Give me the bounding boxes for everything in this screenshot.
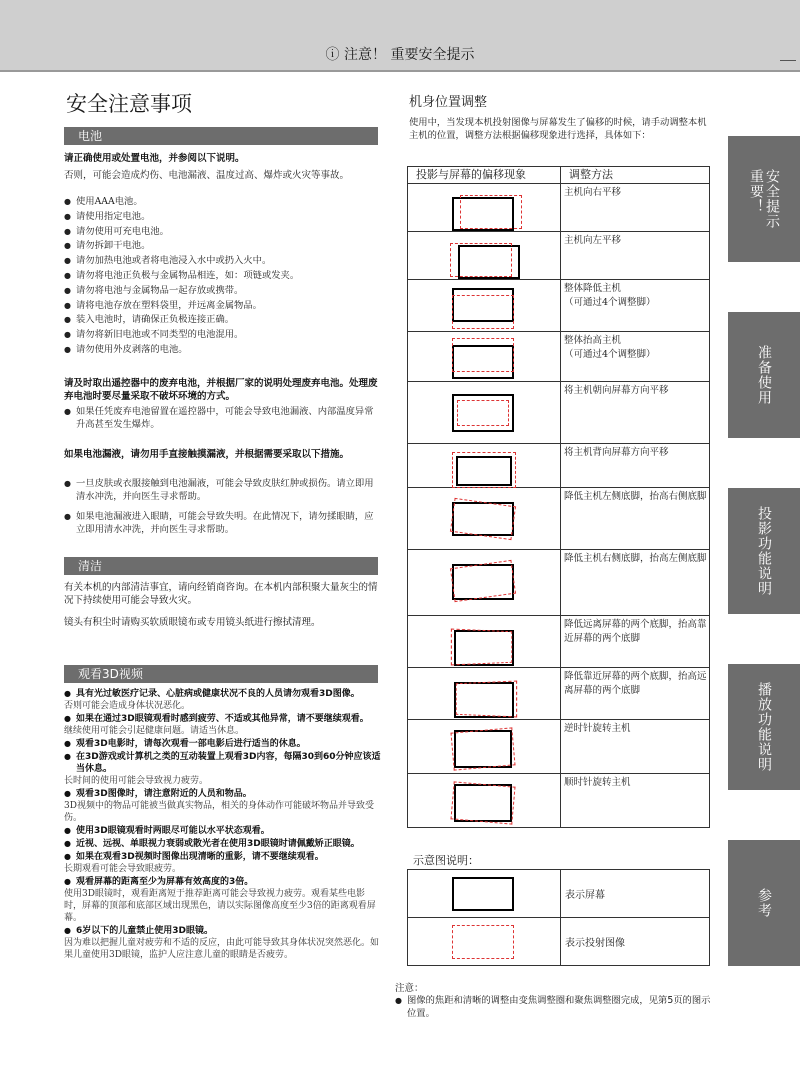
side-tab-prepare[interactable] bbox=[728, 312, 800, 438]
adjust-table bbox=[407, 166, 710, 828]
side-tab-reference[interactable] bbox=[728, 840, 800, 966]
note-text: ● 图像的焦距和清晰的调整由变焦调整圈和聚焦调整圈完成，见第5页的图示位置。 bbox=[395, 994, 715, 1020]
viewing3d-item-title: ● 观看3D图像时，请注意附近的人员和物品。 bbox=[64, 788, 382, 800]
offset-diagram bbox=[408, 774, 561, 828]
viewing3d-item-title: ● 使用3D眼镜观看时两眼尽可能以水平状态观看。 bbox=[64, 825, 382, 837]
adjust-method: 降低远离屏幕的两个底脚，抬高靠近屏幕的两个底脚 bbox=[561, 616, 710, 668]
viewing3d-item bbox=[64, 738, 382, 750]
col-method-header: 调整方法 bbox=[561, 167, 710, 184]
legend-screen-label: 表示屏幕 bbox=[561, 870, 710, 918]
battery-leak-item-2: ● 如果电池漏液进入眼睛，可能会导致失明。在此情况下，请勿揉眼睛，应立即用清水冲洗，并向医生寻求帮助。 bbox=[64, 510, 380, 536]
viewing3d-item-title: ● 观看3D电影时，请每次观看一部电影后进行适当的休息。 bbox=[64, 738, 382, 750]
projection-rect-icon bbox=[460, 195, 522, 229]
side-tab-projection-label: 投影功能说明 bbox=[756, 506, 772, 596]
adjust-method: 降低主机右侧底脚，抬高左侧底脚 bbox=[561, 550, 710, 616]
projection-rect-icon bbox=[450, 727, 515, 770]
projection-rect-icon bbox=[452, 925, 514, 959]
legend-screen-figure bbox=[408, 870, 561, 918]
cleaning-p1: 有关本机的内部清洁事宜，请向经销商咨询。在本机内部积聚大量灰尘的情况下持续使用可能会导致火灾。 bbox=[64, 582, 378, 606]
viewing3d-item bbox=[64, 713, 382, 737]
cleaning-heading: 清洁 bbox=[64, 557, 378, 575]
adjust-method: 整体降低主机 （可通过4个调整脚） bbox=[561, 280, 710, 332]
projection-rect-icon bbox=[451, 628, 512, 665]
projection-rect-icon bbox=[450, 243, 512, 277]
viewing3d-item bbox=[64, 851, 382, 875]
viewing3d-item bbox=[64, 838, 382, 850]
legend-table bbox=[407, 869, 710, 966]
list-item: ● 请勿使用外皮剥落的电池。 bbox=[64, 343, 382, 358]
table-row bbox=[408, 720, 710, 774]
battery-leak-item-1: ● 一旦皮肤或衣服接触到电池漏液，可能会导致皮肤红肿或损伤。请立即用清水冲洗，并向医生寻求帮助。 bbox=[64, 477, 380, 503]
viewing3d-item-note: 长期观看可能会导致眼疲劳。 bbox=[64, 864, 182, 874]
adjust-method: 将主机背向屏幕方向平移 bbox=[561, 444, 710, 488]
cleaning-p2: 镜头有积尘时请购买软质眼镜布或专用镜头纸进行擦拭清理。 bbox=[64, 617, 321, 628]
offset-diagram bbox=[408, 280, 561, 332]
projection-rect-icon bbox=[452, 452, 516, 488]
list-item: ● 请勿拆卸干电池。 bbox=[64, 239, 382, 254]
offset-diagram bbox=[408, 550, 561, 616]
offset-diagram bbox=[408, 382, 561, 444]
adjust-method: 顺时针旋转主机 bbox=[561, 774, 710, 828]
viewing3d-item-note: 3D视频中的物品可能被当做真实物品，相关的身体动作可能破坏物品并导致受伤。 bbox=[64, 801, 374, 823]
legend-projection-label: 表示投射图像 bbox=[561, 918, 710, 966]
legend-title: 示意图说明： bbox=[413, 854, 479, 867]
list-item: ● 装入电池时，请确保正负极连接正确。 bbox=[64, 313, 382, 328]
table-row bbox=[408, 382, 710, 444]
battery-dispose-bold: 请及时取出遥控器中的废弃电池，并根据厂家的说明处理废弃电池。处理废弃电池时要尽量采取不破坏环境的方式。 bbox=[64, 378, 378, 402]
list-item: ● 请将电池存放在塑料袋里，并远离金属物品。 bbox=[64, 299, 382, 314]
list-item: ● 请勿将电池与金属物品一起存放或携带。 bbox=[64, 284, 382, 299]
viewing3d-item-note: 继续使用可能会引起健康问题。请适当休息。 bbox=[64, 726, 245, 736]
side-tab-playback-label: 播放功能说明 bbox=[756, 682, 772, 772]
table-row bbox=[408, 280, 710, 332]
table-header-row bbox=[408, 167, 710, 184]
viewing3d-heading: 观看3D视频 bbox=[64, 665, 378, 683]
table-row bbox=[408, 668, 710, 720]
legend-projection-figure bbox=[408, 918, 561, 966]
viewing3d-item bbox=[64, 751, 382, 787]
viewing3d-item-title: ● 如果在通过3D眼镜观看时感到疲劳、不适或其他异常，请不要继续观看。 bbox=[64, 713, 382, 725]
viewing3d-item bbox=[64, 788, 382, 824]
offset-diagram bbox=[408, 720, 561, 774]
offset-diagram bbox=[408, 332, 561, 382]
offset-diagram bbox=[408, 184, 561, 232]
battery-dispose-item: ● 如果任凭废弃电池留置在遥控器中，可能会导致电池漏液、内部温度异常升高甚至发生爆炸。 bbox=[64, 405, 380, 431]
projection-rect-icon bbox=[456, 680, 517, 717]
col-offset-header: 投影与屏幕的偏移现象 bbox=[408, 167, 561, 184]
header-title: ⓘ 注意！ 重要安全提示 bbox=[325, 47, 475, 63]
adjust-title: 机身位置调整 bbox=[409, 95, 488, 110]
side-tab-playback[interactable] bbox=[728, 664, 800, 790]
viewing3d-item-note: 长时间的使用可能会导致视力疲劳。 bbox=[64, 776, 209, 786]
adjust-method: 将主机朝向屏幕方向平移 bbox=[561, 382, 710, 444]
side-tab-reference-label: 参考 bbox=[756, 888, 772, 918]
battery-leak-bold: 如果电池漏液，请勿用手直接触摸漏液，并根据需要采取以下措施。 bbox=[64, 449, 350, 460]
projection-rect-icon bbox=[457, 400, 509, 426]
crop-mark bbox=[780, 60, 796, 61]
battery-intro-bold: 请正确使用或处置电池，并参阅以下说明。 bbox=[64, 153, 245, 164]
offset-diagram bbox=[408, 232, 561, 280]
viewing3d-item-title: ● 在3D游戏或计算机之类的互动装置上观看3D内容，每隔30到60分钟应该适当休息。 bbox=[64, 751, 382, 775]
table-row bbox=[408, 232, 710, 280]
page-title: 安全注意事项 bbox=[66, 92, 192, 116]
legend-row-screen bbox=[408, 870, 710, 918]
adjust-method: 降低靠近屏幕的两个底脚，抬高远离屏幕的两个底脚 bbox=[561, 668, 710, 720]
projection-rect-icon bbox=[452, 338, 514, 372]
viewing3d-item-title: ● 具有光过敏医疗记录、心脏病或健康状况不良的人员请勿观看3D图像。 bbox=[64, 688, 382, 700]
adjust-method: 主机向右平移 bbox=[561, 184, 710, 232]
side-tab-projection[interactable] bbox=[728, 488, 800, 614]
viewing3d-item-title: ● 6岁以下的儿童禁止使用3D眼镜。 bbox=[64, 925, 382, 937]
offset-diagram bbox=[408, 616, 561, 668]
viewing3d-item-note: 使用3D眼镜时，观看距离短于推荐距离可能会导致视力疲劳。观看某些电影时，屏幕的顶部和底部区域出现黑色，请以实际图像高度至少3倍的距离观看屏幕。 bbox=[64, 889, 376, 923]
side-tab-safety-label: 安全提示 重要！ bbox=[748, 169, 780, 229]
list-item: ● 请使用指定电池。 bbox=[64, 210, 382, 225]
offset-diagram bbox=[408, 444, 561, 488]
list-item: ● 使用AAA电池。 bbox=[64, 195, 382, 210]
battery-heading: 电池 bbox=[64, 127, 378, 145]
projection-rect-icon bbox=[452, 295, 514, 329]
battery-intro: 否则，可能会造成灼伤、电池漏液、温度过高、爆炸或火灾等事故。 bbox=[64, 170, 350, 181]
battery-list bbox=[64, 195, 382, 358]
table-row bbox=[408, 550, 710, 616]
adjust-method: 整体抬高主机 （可通过4个调整脚） bbox=[561, 332, 710, 382]
viewing3d-list bbox=[64, 688, 382, 962]
side-tab-prepare-label: 准备使用 bbox=[756, 345, 772, 405]
viewing3d-item bbox=[64, 688, 382, 712]
table-row bbox=[408, 332, 710, 382]
offset-diagram bbox=[408, 488, 561, 550]
note-title: 注意： bbox=[395, 983, 424, 994]
table-row bbox=[408, 616, 710, 668]
viewing3d-item-note: 否则可能会造成身体状况恶化。 bbox=[64, 701, 191, 711]
table-row bbox=[408, 774, 710, 828]
viewing3d-item bbox=[64, 825, 382, 837]
adjust-intro: 使用中，当发现本机投射图像与屏幕发生了偏移的时候，请手动调整本机主机的位置，调整方法根据偏移现象进行选择，具体如下： bbox=[409, 117, 707, 141]
adjust-method: 主机向左平移 bbox=[561, 232, 710, 280]
viewing3d-item-title: ● 观看屏幕的距离至少为屏幕有效高度的3倍。 bbox=[64, 876, 382, 888]
side-tab-safety[interactable] bbox=[728, 136, 800, 262]
screen-rect-icon bbox=[452, 877, 514, 911]
adjust-method: 降低主机左侧底脚，抬高右侧底脚 bbox=[561, 488, 710, 550]
viewing3d-item bbox=[64, 876, 382, 924]
table-row bbox=[408, 184, 710, 232]
viewing3d-item-title: ● 如果在观看3D视频时图像出现清晰的重影，请不要继续观看。 bbox=[64, 851, 382, 863]
list-item: ● 请勿将电池正负极与金属物品相连，如：项链或发夹。 bbox=[64, 269, 382, 284]
list-item: ● 请勿将新旧电池或不同类型的电池混用。 bbox=[64, 328, 382, 343]
list-item: ● 请勿使用可充电电池。 bbox=[64, 225, 382, 240]
projection-rect-icon bbox=[450, 781, 515, 824]
viewing3d-item bbox=[64, 925, 382, 961]
viewing3d-item-note: 因为难以把握儿童对疲劳和不适的反应，由此可能导致其身体状况突然恶化。如果儿童使用3D眼镜，监护人应注意儿童的眼睛是否疲劳。 bbox=[64, 938, 380, 960]
table-row bbox=[408, 444, 710, 488]
adjust-method: 逆时针旋转主机 bbox=[561, 720, 710, 774]
viewing3d-item-title: ● 近视、远视、单眼视力衰弱或散光者在使用3D眼镜时请佩戴矫正眼镜。 bbox=[64, 838, 382, 850]
table-row bbox=[408, 488, 710, 550]
offset-diagram bbox=[408, 668, 561, 720]
header-bar bbox=[0, 0, 800, 72]
list-item: ● 请勿加热电池或者将电池浸入水中或扔入火中。 bbox=[64, 254, 382, 269]
legend-row-projection bbox=[408, 918, 710, 966]
